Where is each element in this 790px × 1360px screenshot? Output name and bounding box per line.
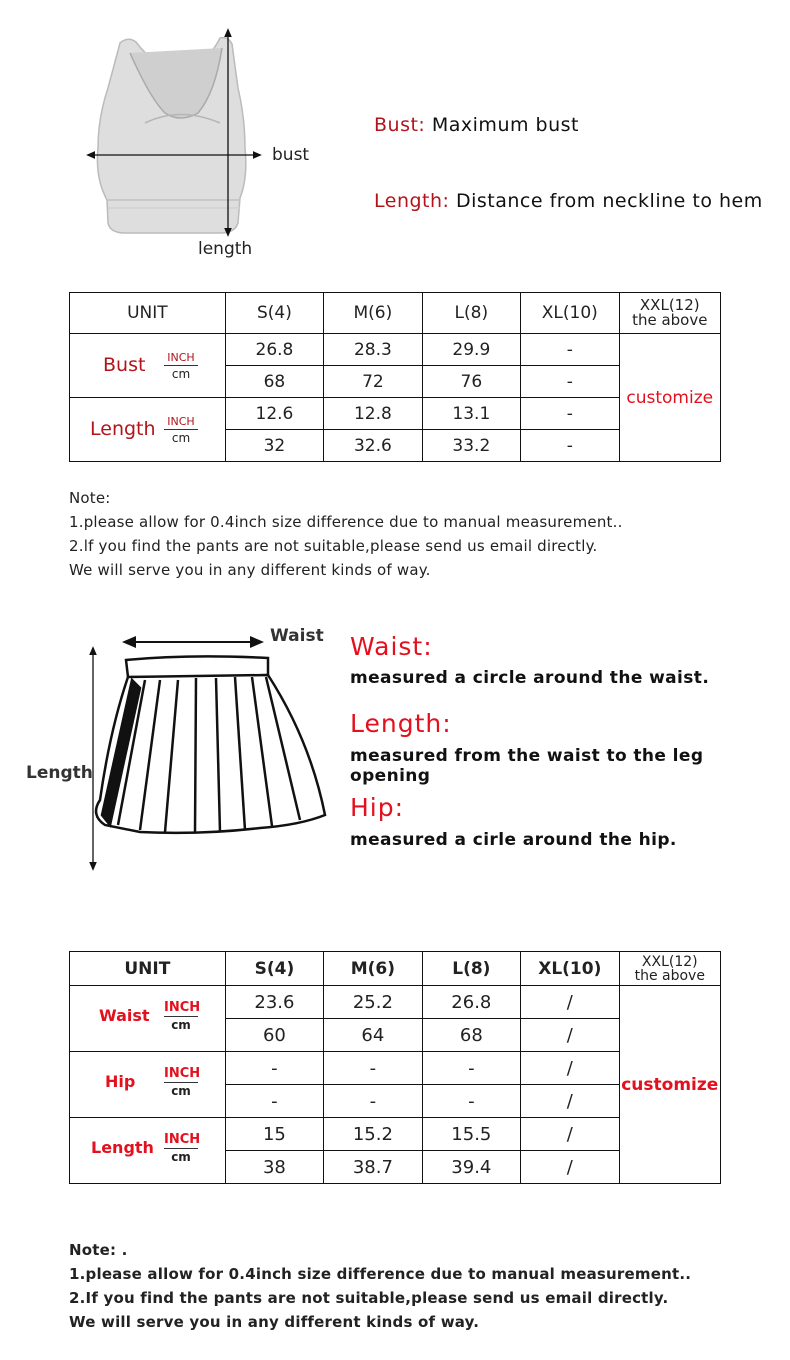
customize-cell: customize bbox=[619, 986, 720, 1184]
cell: - bbox=[521, 398, 619, 430]
cell: / bbox=[521, 1151, 619, 1184]
cell: 38.7 bbox=[324, 1151, 422, 1184]
row-name: Length bbox=[91, 1138, 154, 1157]
cell: 15.5 bbox=[422, 1118, 520, 1151]
cell: - bbox=[521, 366, 619, 398]
length-description: Distance from neckline to hem bbox=[455, 190, 763, 212]
cell: 26.8 bbox=[422, 986, 520, 1019]
length-figure-label: length bbox=[198, 239, 253, 259]
unit-inch: INCH bbox=[164, 1132, 201, 1147]
waist-figure-label: Waist bbox=[270, 626, 324, 646]
table-header-row bbox=[70, 952, 721, 986]
cell: - bbox=[422, 1085, 520, 1118]
unit-fraction bbox=[164, 1066, 201, 1098]
cell: - bbox=[225, 1052, 323, 1085]
unit-cm: cm bbox=[171, 431, 191, 445]
row-label-bust bbox=[70, 334, 226, 398]
unit-inch: INCH bbox=[164, 415, 198, 430]
unit-fraction bbox=[164, 351, 198, 381]
header-xxl-line2: the above bbox=[632, 311, 708, 329]
unit-cm: cm bbox=[171, 367, 191, 381]
cell: - bbox=[324, 1052, 422, 1085]
waist-description: measured a circle around the waist. bbox=[350, 668, 710, 688]
header-size-xxl bbox=[619, 952, 720, 986]
row-name: Waist bbox=[99, 1006, 150, 1025]
header-unit: UNIT bbox=[70, 952, 226, 986]
cell: 60 bbox=[225, 1019, 323, 1052]
note-line: 1.please allow for 0.4inch size difference due to manual measurement.. bbox=[69, 513, 623, 531]
hip-term: Hip: bbox=[350, 793, 405, 822]
cell: 28.3 bbox=[324, 334, 422, 366]
cell: 72 bbox=[324, 366, 422, 398]
pleated-skirt-illustration bbox=[20, 620, 350, 875]
cell: / bbox=[521, 1118, 619, 1151]
unit-fraction bbox=[164, 1132, 201, 1164]
cell: 15 bbox=[225, 1118, 323, 1151]
header-size-xxl bbox=[619, 293, 720, 334]
bra-shape bbox=[97, 38, 245, 233]
bust-description: Maximum bust bbox=[431, 114, 579, 136]
cell: 25.2 bbox=[324, 986, 422, 1019]
bust-figure-label: bust bbox=[272, 145, 310, 165]
length-definition bbox=[374, 190, 763, 212]
note-line: 2.If you find the pants are not suitable,please send us email directly. bbox=[69, 1289, 669, 1307]
header-size-xl: XL(10) bbox=[521, 293, 619, 334]
length-term: Length: bbox=[374, 190, 450, 212]
header-size-l: L(8) bbox=[422, 293, 520, 334]
note-line: We will serve you in any different kinds of way. bbox=[69, 1313, 480, 1331]
unit-cm: cm bbox=[171, 1150, 191, 1164]
skirt-size-table bbox=[69, 951, 721, 1184]
cell: 12.6 bbox=[225, 398, 323, 430]
note-line: Note: . bbox=[69, 1241, 128, 1259]
note-line: We will serve you in any different kinds of way. bbox=[69, 561, 431, 579]
row-label-hip bbox=[70, 1052, 226, 1118]
cell: 39.4 bbox=[422, 1151, 520, 1184]
note-line: Note: bbox=[69, 489, 111, 507]
header-unit: UNIT bbox=[70, 293, 226, 334]
table-row bbox=[70, 986, 721, 1019]
unit-fraction bbox=[164, 1000, 201, 1032]
cell: / bbox=[521, 1019, 619, 1052]
bust-term: Bust: bbox=[374, 114, 426, 136]
cell: 64 bbox=[324, 1019, 422, 1052]
cell: / bbox=[521, 1085, 619, 1118]
skirt-shape bbox=[96, 656, 325, 833]
header-size-m: M(6) bbox=[324, 293, 422, 334]
cell: 68 bbox=[422, 1019, 520, 1052]
length-term: Length: bbox=[350, 709, 452, 738]
length-figure-label: Length bbox=[26, 763, 93, 783]
unit-fraction bbox=[164, 415, 198, 445]
header-size-m: M(6) bbox=[324, 952, 422, 986]
unit-cm: cm bbox=[171, 1018, 191, 1032]
cell: 32 bbox=[225, 430, 323, 462]
row-name: Bust bbox=[103, 354, 146, 376]
header-xxl-line1: XXL(12) bbox=[641, 953, 698, 970]
cell: 32.6 bbox=[324, 430, 422, 462]
waist-term: Waist: bbox=[350, 632, 433, 661]
header-size-s: S(4) bbox=[225, 293, 323, 334]
cell: 13.1 bbox=[422, 398, 520, 430]
cell: 38 bbox=[225, 1151, 323, 1184]
row-label-length bbox=[70, 398, 226, 462]
note-line: 1.please allow for 0.4inch size difference due to manual measurement.. bbox=[69, 1265, 692, 1283]
cell: 68 bbox=[225, 366, 323, 398]
header-xxl-line1: XXL(12) bbox=[639, 296, 700, 314]
cell: - bbox=[521, 334, 619, 366]
cell: 12.8 bbox=[324, 398, 422, 430]
header-size-l: L(8) bbox=[422, 952, 520, 986]
cell: 26.8 bbox=[225, 334, 323, 366]
hip-description: measured a cirle around the hip. bbox=[350, 830, 677, 850]
cell: 15.2 bbox=[324, 1118, 422, 1151]
unit-inch: INCH bbox=[164, 1066, 201, 1081]
customize-cell: customize bbox=[619, 334, 720, 462]
note-block-2 bbox=[69, 1238, 691, 1334]
length-description: measured from the waist to the leg opening bbox=[350, 746, 704, 786]
cell: 76 bbox=[422, 366, 520, 398]
cell: - bbox=[324, 1085, 422, 1118]
cell: - bbox=[521, 430, 619, 462]
bust-definition bbox=[374, 114, 579, 136]
unit-cm: cm bbox=[171, 1084, 191, 1098]
header-xxl-line2: the above bbox=[634, 967, 705, 984]
header-size-xl: XL(10) bbox=[521, 952, 619, 986]
cell: 33.2 bbox=[422, 430, 520, 462]
cell: - bbox=[422, 1052, 520, 1085]
row-name: Hip bbox=[105, 1072, 136, 1091]
cell: 23.6 bbox=[225, 986, 323, 1019]
row-name: Length bbox=[90, 418, 156, 440]
cell: 29.9 bbox=[422, 334, 520, 366]
cell: - bbox=[225, 1085, 323, 1118]
header-size-s: S(4) bbox=[225, 952, 323, 986]
row-label-length bbox=[70, 1118, 226, 1184]
note-block-1 bbox=[69, 486, 623, 582]
bra-size-table bbox=[69, 292, 721, 462]
table-row bbox=[70, 334, 721, 366]
unit-inch: INCH bbox=[164, 351, 198, 366]
cell: / bbox=[521, 1052, 619, 1085]
table-header-row bbox=[70, 293, 721, 334]
row-label-waist bbox=[70, 986, 226, 1052]
note-line: 2.lf you find the pants are not suitable,please send us email directly. bbox=[69, 537, 598, 555]
unit-inch: INCH bbox=[164, 1000, 201, 1015]
cell: / bbox=[521, 986, 619, 1019]
